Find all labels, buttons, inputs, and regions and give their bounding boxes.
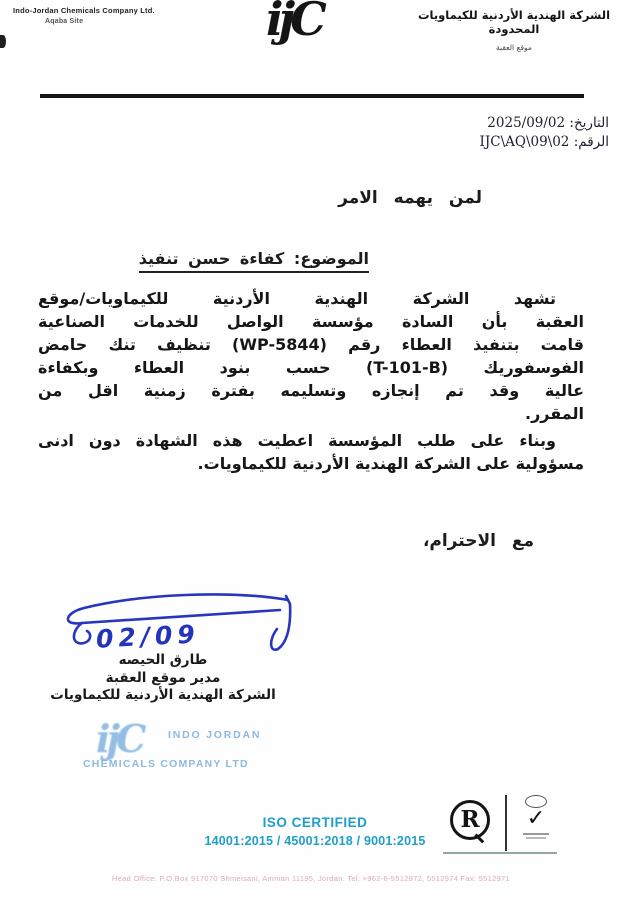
iso-certification-block <box>150 815 480 848</box>
ijc-logo-icon: ijC <box>266 0 322 46</box>
body-line: مسؤولية على الشركة الهندية الأردنية للكيماويات. <box>197 454 584 473</box>
body-line: قامت بتنفيذ العطاء رقم (WP-5844) تنظيف تنك حامض <box>38 335 585 354</box>
check-icon: ✓ <box>526 806 546 831</box>
stamp-line-1: INDO JORDAN <box>168 729 262 741</box>
signer-name: طارق الحيصه <box>118 652 208 668</box>
header-divider <box>40 94 584 98</box>
subject-line: الموضوع: كفاءة حسن تنفيذ <box>139 249 369 273</box>
footer-address: Head Office: P.O.Box 917070 Shmeisani, Amman 11195, Jordan. Tel: +962-6-5512972, 5512974 Fax: 5512971 <box>112 874 510 883</box>
marks-divider <box>505 795 507 851</box>
date-reference-block <box>480 114 610 152</box>
company-stamp <box>82 716 297 784</box>
body-line: تشهد الشركة الهندية الأردنية للكيماويات/موقع <box>38 289 556 308</box>
reference-line: الرقم: IJC\AQ\09\02 <box>479 134 609 150</box>
company-name-en: Indo-Jordan Chemicals Company Ltd. <box>13 6 155 15</box>
marks-underline <box>443 852 557 854</box>
paragraph-2 <box>38 429 584 475</box>
ukas-accreditation-mark-icon <box>514 795 558 839</box>
date-line: التاريخ: 2025/09/02 <box>487 115 609 131</box>
header-right <box>414 8 614 52</box>
iso-standards: 14001:2015 / 45001:2018 / 9001:2015 <box>204 834 426 848</box>
site-name-ar: موقع العقبة <box>496 43 532 52</box>
certification-marks <box>450 795 560 855</box>
body-line: عالية وقد تم إنجازه وتسليمه بفترة زمنية اقل من <box>38 381 584 400</box>
body-line: الفوسفوريك (T-101-B) حسب بنود العطاء وبكفاءة <box>38 358 584 377</box>
scan-artifact <box>0 35 6 48</box>
body-line: المقرر. <box>525 404 584 423</box>
signer-company: الشركة الهندية الأردنية للكيماويات <box>50 687 276 703</box>
paragraph-1 <box>38 287 584 425</box>
stamp-line-2: CHEMICALS COMPANY LTD <box>83 758 249 770</box>
site-name-en: Aqaba Site <box>45 18 84 25</box>
body-line: العقبة بأن السادة مؤسسة الواصل للخدمات الصناعية <box>38 312 584 331</box>
lrqa-registered-mark-icon: R <box>450 800 490 840</box>
signer-title: مدير موقع العقبة <box>105 669 221 686</box>
company-name-ar: الشركة الهندية الأردنية للكيماويات المحدودة <box>417 8 611 36</box>
handwritten-date: 02/09 <box>95 619 201 654</box>
body-line: وبناء على طلب المؤسسة اعطيت هذه الشهادة دون ادنى <box>38 431 556 450</box>
stamp-ijc-logo-icon: ijC <box>96 716 143 761</box>
salutation: لمن يهمه الامر <box>338 188 482 208</box>
signature-block <box>8 652 318 705</box>
iso-certified-title: ISO CERTIFIED <box>262 815 368 830</box>
closing-phrase: مع الاحترام، <box>422 531 534 551</box>
header-left <box>13 6 155 25</box>
